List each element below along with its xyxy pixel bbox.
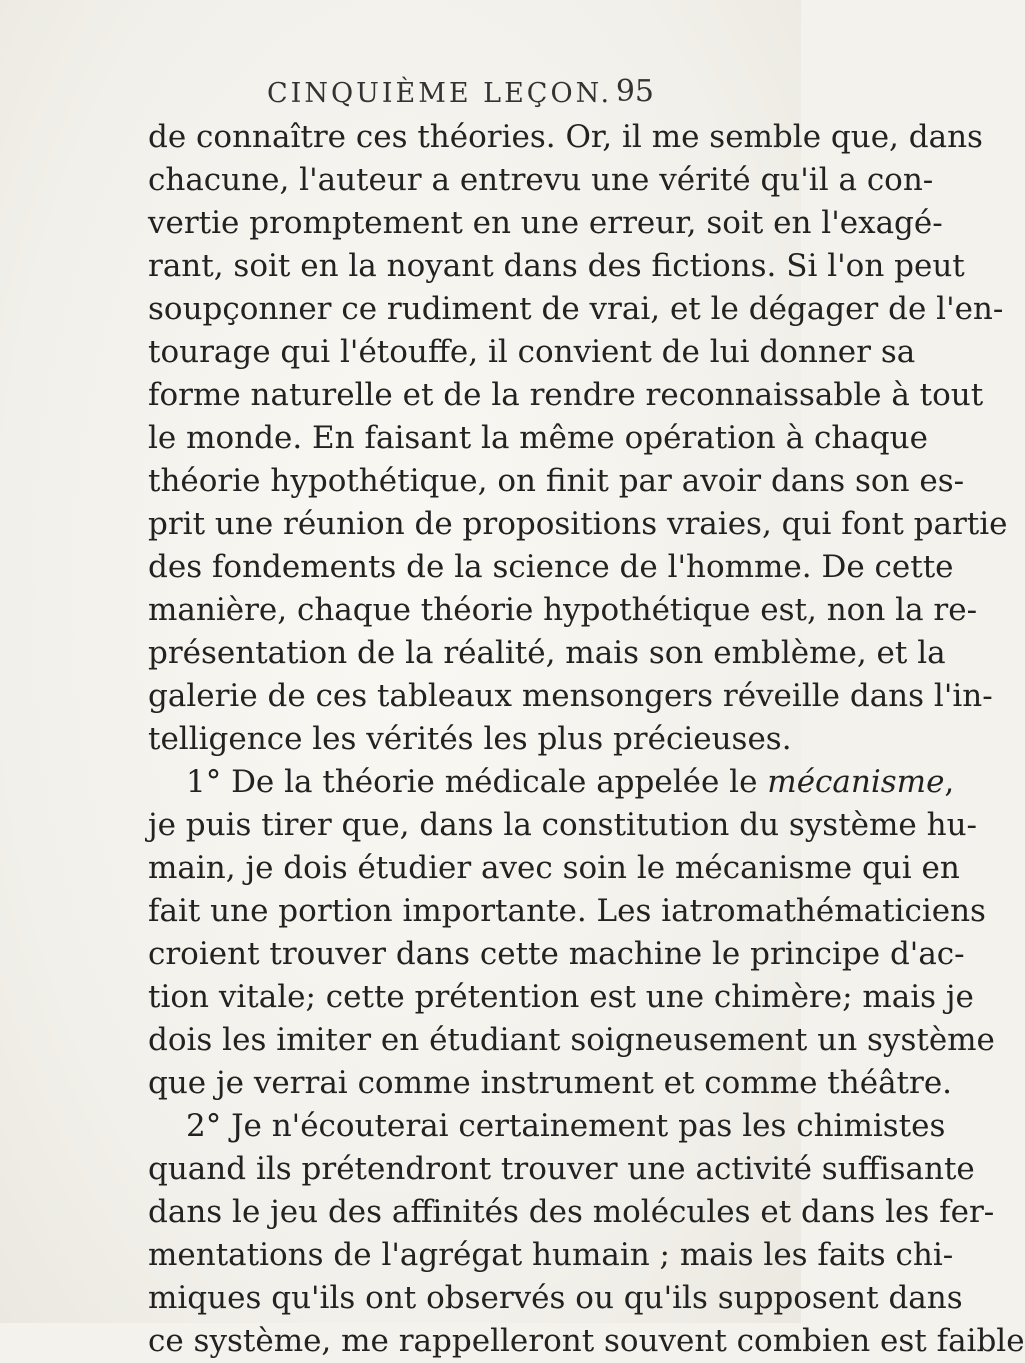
text-line: telligence les vérités les plus précieuses. <box>148 721 792 757</box>
page-number: 95 <box>615 74 654 109</box>
text-line: prit une réunion de propositions vraies, qui font partie <box>148 506 1008 542</box>
text-line: dans le jeu des affinités des molécules et dans les fer- <box>148 1194 995 1230</box>
body-text <box>148 116 1025 1363</box>
text-line: vertie promptement en une erreur, soit en l'exagé- <box>148 205 943 241</box>
text-line: de connaître ces théories. Or, il me semble que, dans <box>148 119 983 155</box>
text-line: quand ils prétendront trouver une activité suffisante <box>148 1151 975 1187</box>
text-line: forme naturelle et de la rendre reconnaissable à tout <box>148 377 984 413</box>
text-line: tourage qui l'étouffe, il convient de lui donner sa <box>148 334 916 370</box>
text-line: je puis tirer que, dans la constitution du système hu- <box>148 807 978 843</box>
text-line: galerie de ces tableaux mensongers réveille dans l'in- <box>148 678 993 714</box>
text-line: miques qu'ils ont observés ou qu'ils supposent dans <box>148 1280 963 1316</box>
text-line: main, je dois étudier avec soin le mécanisme qui en <box>148 850 960 886</box>
running-head <box>0 70 801 110</box>
text-line: théorie hypothétique, on finit par avoir dans son es- <box>148 463 965 499</box>
text-line: dois les imiter en étudiant soigneusement un système <box>148 1022 995 1058</box>
text-line: tion vitale; cette prétention est une chimère; mais je <box>148 979 974 1015</box>
text-line: manière, chaque théorie hypothétique est, non la re- <box>148 592 978 628</box>
text-line: ce système, me rappelleront souvent combien est faible <box>148 1323 1025 1359</box>
text-line: fait une portion importante. Les iatromathématiciens <box>148 893 986 929</box>
paragraph-1-opening <box>148 761 955 804</box>
para1-end: , <box>944 764 955 800</box>
text-line: mentations de l'agrégat humain ; mais les faits chi- <box>148 1237 954 1273</box>
paragraph-2-opening: 2° Je n'écouterai certainement pas les chimistes <box>186 1108 946 1144</box>
text-line: rant, soit en la noyant dans des fictions. Si l'on peut <box>148 248 965 284</box>
text-line: que je verrai comme instrument et comme théâtre. <box>148 1065 953 1101</box>
italic-term: mécanisme <box>767 764 945 800</box>
text-line: des fondements de la science de l'homme. De cette <box>148 549 954 585</box>
para1-start: 1° De la théorie médicale appelée le <box>186 764 768 800</box>
text-line: présentation de la réalité, mais son emblème, et la <box>148 635 946 671</box>
text-line: croient trouver dans cette machine le principe d'ac- <box>148 936 965 972</box>
text-line: soupçonner ce rudiment de vrai, et le dégager de l'en- <box>148 291 1004 327</box>
text-line: chacune, l'auteur a entrevu une vérité qu'il a con- <box>148 162 934 198</box>
text-line: le monde. En faisant la même opération à chaque <box>148 420 928 456</box>
running-title: CINQUIÈME LEÇON. <box>267 78 613 109</box>
